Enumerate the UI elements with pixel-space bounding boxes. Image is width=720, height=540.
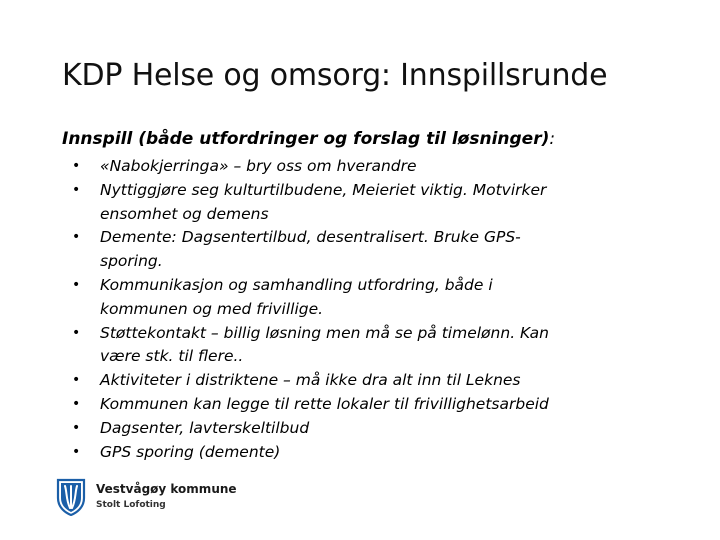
bullet-dot: •: [72, 443, 81, 460]
municipal-shield-icon: [56, 478, 86, 516]
bullet-text: Aktiviteter i distriktene – må ikke dra alt inn til Leknes: [100, 371, 521, 390]
subheading: [62, 129, 555, 149]
bullet-item: [72, 179, 592, 227]
bullet-dot: •: [72, 229, 81, 246]
bullet-dot: •: [72, 419, 81, 436]
bullet-text: Kommunen kan legge til rette lokaler til frivillighetsarbeid: [100, 394, 549, 413]
bullet-text: kommunen og med frivillige.: [100, 299, 324, 318]
bullet-item: [72, 441, 592, 465]
bullet-item: [72, 417, 592, 441]
bullet-item: [72, 226, 592, 274]
bullet-item: [72, 322, 592, 370]
bullet-text: Demente: Dagsentertilbud, desentralisert. Bruke GPS-: [100, 228, 521, 247]
bullet-text: «Nabokjerringa» – bry oss om hverandre: [100, 157, 417, 175]
bullet-dot: •: [72, 276, 81, 293]
bullet-text: Kommunikasjon og samhandling utfordring, både i: [100, 275, 493, 294]
bullet-text: ensomhet og demens: [100, 204, 269, 223]
bullet-text: GPS sporing (demente): [100, 442, 281, 461]
bullet-item: [72, 155, 592, 179]
bullet-text: Støttekontakt – billig løsning men må se på timelønn. Kan: [100, 323, 549, 342]
bullet-text: sporing.: [100, 252, 163, 271]
bullet-text: Dagsenter, lavterskeltilbud: [100, 418, 310, 437]
bullet-dot: •: [72, 395, 81, 412]
bullet-dot: •: [72, 158, 81, 174]
bullet-dot: •: [72, 324, 81, 341]
bullet-list: [72, 155, 592, 464]
logo-name: Vestvågøy kommune: [96, 482, 237, 496]
bullet-text: være stk. til flere..: [100, 347, 244, 366]
bullet-dot: •: [72, 181, 81, 198]
bullet-item: [72, 393, 592, 417]
bullet-item: [72, 369, 592, 393]
bullet-dot: •: [72, 372, 81, 389]
subheading-colon: :: [549, 129, 556, 149]
municipality-logo: [56, 478, 237, 516]
subheading-text: Innspill (både utfordringer og forslag til løsninger): [62, 129, 550, 149]
bullet-item: [72, 274, 592, 322]
bullet-text: Nyttiggjøre seg kulturtilbudene, Meieriet viktig. Motvirker: [100, 180, 547, 199]
slide-title: KDP Helse og omsorg: Innspillsrunde: [62, 58, 608, 93]
logo-subtitle: Stolt Lofoting: [96, 500, 166, 510]
